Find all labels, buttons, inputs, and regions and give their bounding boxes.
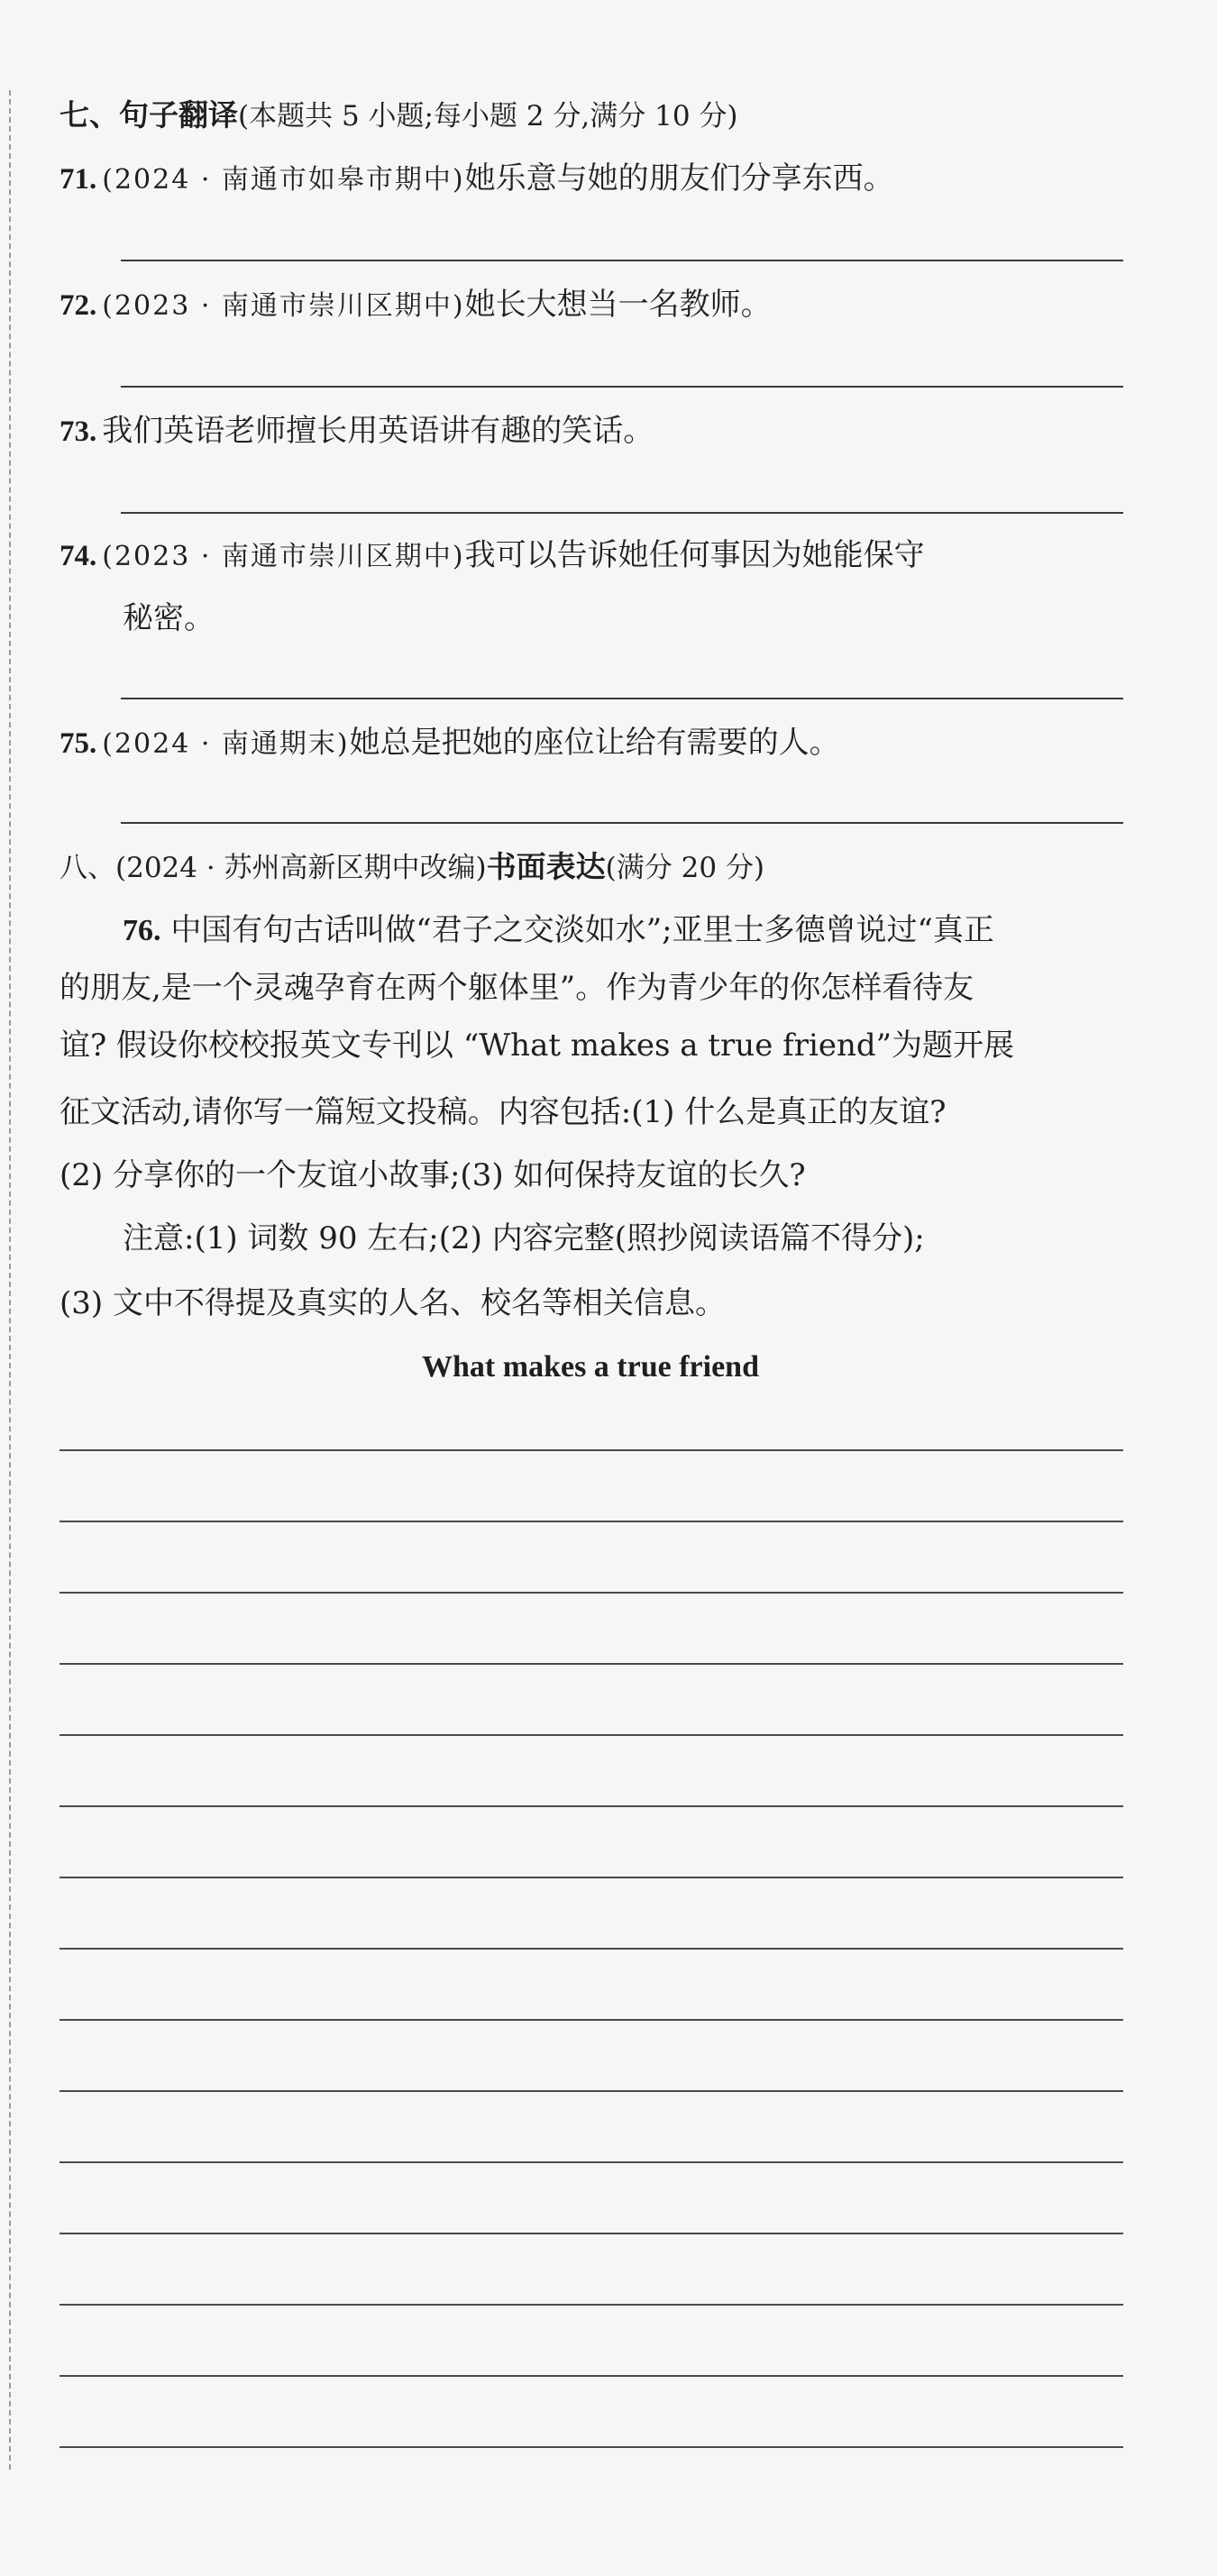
answer-line-74[interactable] [121, 698, 1123, 699]
writing-notice-line-1: 注意:(1) 词数 90 左右;(2) 内容完整(照抄阅读语篇不得分); [123, 1220, 925, 1256]
writing-prompt-line-5: (2) 分享你的一个友谊小故事;(3) 如何保持友谊的长久? [59, 1157, 806, 1193]
writing-notice-line-2: (3) 文中不得提及真实的人名、校名等相关信息。 [59, 1285, 726, 1321]
essay-title: What makes a true friend [422, 1350, 759, 1384]
writing-line[interactable] [59, 1521, 1123, 1522]
question-75 [59, 723, 840, 764]
section-7-title: 七、句子翻译 [59, 97, 238, 132]
question-source: (2023 · 南通市崇川区期中) [102, 290, 465, 322]
question-72 [59, 285, 772, 326]
writing-line[interactable] [59, 2304, 1123, 2306]
writing-line[interactable] [59, 1449, 1123, 1451]
section-8-heading [59, 847, 764, 888]
writing-prompt-line-3: 谊? 假设你校校报英文专刊以 “What makes a true friend”为题开展 [59, 1028, 1014, 1064]
writing-line[interactable] [59, 2019, 1123, 2021]
section-7-heading [59, 96, 738, 136]
writing-line[interactable] [59, 1948, 1123, 1950]
writing-line[interactable] [59, 1734, 1123, 1736]
writing-line[interactable] [59, 1877, 1123, 1878]
writing-line[interactable] [59, 2375, 1123, 2377]
answer-line-72[interactable] [121, 386, 1123, 388]
writing-line[interactable] [59, 2090, 1123, 2092]
question-74 [59, 535, 925, 577]
question-source: (2024 · 南通期末) [102, 728, 350, 760]
question-74-continuation: 秘密。 [123, 600, 215, 636]
writing-prompt-line-2: 的朋友,是一个灵魂孕育在两个躯体里”。作为青少年的你怎样看待友 [59, 970, 975, 1006]
prompt-text: 中国有句古话叫做“君子之交淡如水”;亚里士多德曾说过“真正 [170, 912, 994, 948]
question-source: (2023 · 南通市崇川区期中) [102, 541, 465, 572]
answer-line-73[interactable] [121, 512, 1123, 514]
section-8-prefix: 八、 [59, 852, 115, 884]
section-8-note: (满分 20 分) [605, 852, 764, 884]
writing-line[interactable] [59, 1592, 1123, 1594]
question-text: 我可以告诉她任何事因为她能保守 [464, 537, 925, 573]
writing-prompt-line-4: 征文活动,请你写一篇短文投稿。内容包括:(1) 什么是真正的友谊? [59, 1094, 947, 1130]
question-number: 76. [123, 914, 161, 947]
question-source: (2024 · 南通市如皋市期中) [102, 164, 465, 196]
writing-prompt-line-1 [123, 910, 994, 951]
writing-line[interactable] [59, 1663, 1123, 1665]
question-number: 73. [59, 416, 97, 448]
section-8-source: (2024 · 苏州高新区期中改编) [115, 852, 487, 884]
answer-line-75[interactable] [121, 822, 1123, 824]
question-number: 75. [59, 727, 97, 760]
question-number: 71. [59, 163, 97, 196]
question-71 [59, 159, 894, 200]
question-73 [59, 411, 654, 452]
writing-line[interactable] [59, 2161, 1123, 2163]
question-number: 72. [59, 289, 97, 322]
question-text: 她长大想当一名教师。 [464, 287, 772, 323]
section-7-note: (本题共 5 小题;每小题 2 分,满分 10 分) [238, 100, 738, 132]
question-text: 她乐意与她的朋友们分享东西。 [464, 160, 894, 196]
section-8-title: 书面表达 [486, 849, 606, 884]
writing-line[interactable] [59, 2233, 1123, 2234]
writing-line[interactable] [59, 2446, 1123, 2448]
question-number: 74. [59, 540, 97, 572]
writing-line[interactable] [59, 1805, 1123, 1807]
question-text: 我们英语老师擅长用英语讲有趣的笑话。 [102, 413, 654, 449]
question-text: 她总是把她的座位让给有需要的人。 [349, 725, 840, 761]
answer-line-71[interactable] [121, 260, 1123, 261]
binding-margin-dashed-line [9, 90, 11, 2470]
